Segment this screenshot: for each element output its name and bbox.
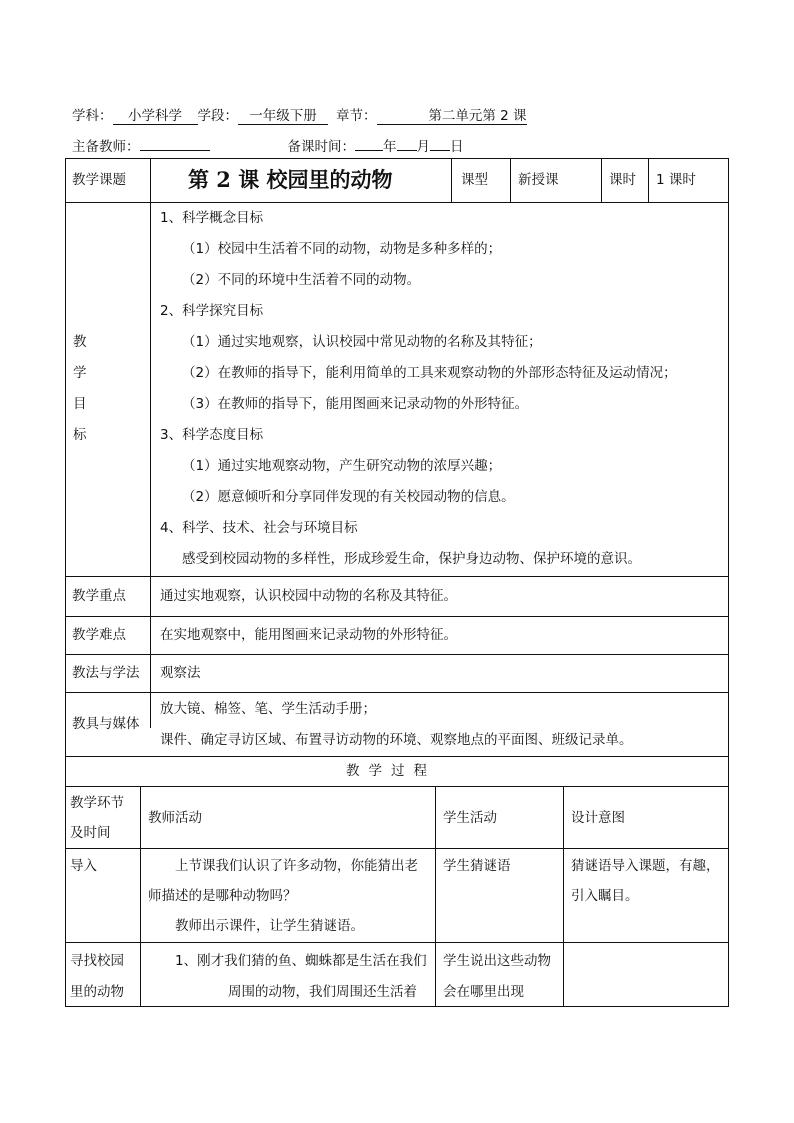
intent-line: 引入瞩目。 — [571, 888, 639, 904]
goal-line: （1）校园中生活着不同的动物，动物是多种多样的； — [182, 241, 502, 257]
row-stage-line: 寻找校园 — [70, 953, 124, 969]
day-suffix: 日 — [450, 139, 464, 155]
difficulty-label: 教学难点 — [72, 627, 126, 643]
intent-line: 猜谜语导入课题，有趣， — [571, 858, 720, 874]
type-label: 课型 — [461, 172, 488, 188]
teacher-value — [140, 150, 210, 151]
goal-line: （1）通过实地观察，认识校园中常见动物的名称及其特征； — [182, 334, 542, 350]
col-student: 学生活动 — [443, 810, 497, 826]
teacher-line: 1、刚才我们猜的鱼、蜘蛛都是生活在我们 — [175, 953, 427, 969]
key-point-label: 教学重点 — [72, 588, 126, 604]
method-label: 教法与学法 — [72, 665, 140, 681]
subject-label: 学科： — [72, 108, 113, 124]
time-label: 备课时间： — [287, 139, 355, 155]
teacher-line: 上节课我们认识了许多动物，你能猜出老 — [175, 858, 418, 874]
stage-value: 一年级下册 — [238, 109, 328, 125]
goal-line: 4、科学、技术、社会与环境目标 — [160, 520, 358, 536]
topic-label: 教学课题 — [72, 172, 126, 188]
teacher-line: 教师出示课件，让学生猜谜语。 — [175, 918, 364, 934]
teacher-label: 主备教师： — [72, 139, 140, 155]
difficulty-value: 在实地观察中，能用图画来记录动物的外形特征。 — [160, 627, 457, 643]
goal-line: （3）在教师的指导下，能用图画来记录动物的外形特征。 — [182, 396, 529, 412]
col-stage-line: 教学环节 — [70, 795, 124, 811]
goals-label-char: 教 — [73, 334, 87, 350]
teacher-line: 周围的动物，我们周围还生活着 — [228, 984, 417, 1000]
key-point-value: 通过实地观察，认识校园中动物的名称及其特征。 — [160, 588, 457, 604]
goal-line: （2）愿意倾听和分享同伴发现的有关校园动物的信息。 — [182, 489, 515, 505]
method-value: 观察法 — [160, 665, 201, 681]
goals-label-char: 目 — [73, 396, 87, 412]
tools-label: 教具与媒体 — [72, 716, 140, 732]
goal-line: 1、科学概念目标 — [160, 210, 264, 226]
row-stage-line: 里的动物 — [70, 984, 124, 1000]
goals-label-char: 标 — [73, 427, 87, 443]
col-intent: 设计意图 — [571, 810, 625, 826]
chapter-label: 章节： — [336, 108, 377, 124]
col-stage-line: 及时间 — [70, 825, 111, 841]
day-blank — [430, 150, 450, 151]
hours-label: 课时 — [609, 172, 636, 188]
hours-value: 1 课时 — [656, 172, 696, 188]
goal-line: 3、科学态度目标 — [160, 427, 264, 443]
year-blank — [355, 150, 383, 151]
tools-line: 放大镜、棉签、笔、学生活动手册； — [160, 701, 376, 717]
header-line-1 — [72, 104, 527, 125]
month-suffix: 月 — [416, 139, 430, 155]
goal-line: （2）不同的环境中生活着不同的动物。 — [182, 272, 421, 288]
student-line: 学生猜谜语 — [443, 858, 511, 874]
header-line-2 — [72, 135, 464, 155]
chapter-value: 第二单元第 2 课 — [377, 109, 527, 125]
subject-value: 小学科学 — [113, 109, 198, 125]
goal-line: 2、科学探究目标 — [160, 303, 264, 319]
goal-line: 感受到校园动物的多样性，形成珍爱生命，保护身边动物、保护环境的意识。 — [182, 551, 641, 567]
goals-label-char: 学 — [73, 365, 87, 381]
student-line: 会在哪里出现 — [443, 984, 524, 1000]
goal-line: （2）在教师的指导下，能利用简单的工具来观察动物的外部形态特征及运动情况； — [182, 365, 677, 381]
col-teacher: 教师活动 — [148, 810, 202, 826]
row-stage: 导入 — [70, 858, 97, 874]
student-line: 学生说出这些动物 — [443, 953, 551, 969]
month-blank — [397, 150, 417, 151]
type-value: 新授课 — [518, 172, 559, 188]
tools-line: 课件、确定寻访区域、布置寻访动物的环境、观察地点的平面图、班级记录单。 — [160, 732, 633, 748]
process-heading: 教学过程 — [346, 763, 436, 779]
year-suffix: 年 — [383, 139, 397, 155]
stage-label: 学段： — [197, 108, 238, 124]
lesson-title: 第 2 课 校园里的动物 — [188, 167, 393, 192]
goal-line: （1）通过实地观察动物，产生研究动物的浓厚兴趣； — [182, 458, 502, 474]
teacher-line: 师描述的是哪种动物吗？ — [148, 888, 297, 904]
